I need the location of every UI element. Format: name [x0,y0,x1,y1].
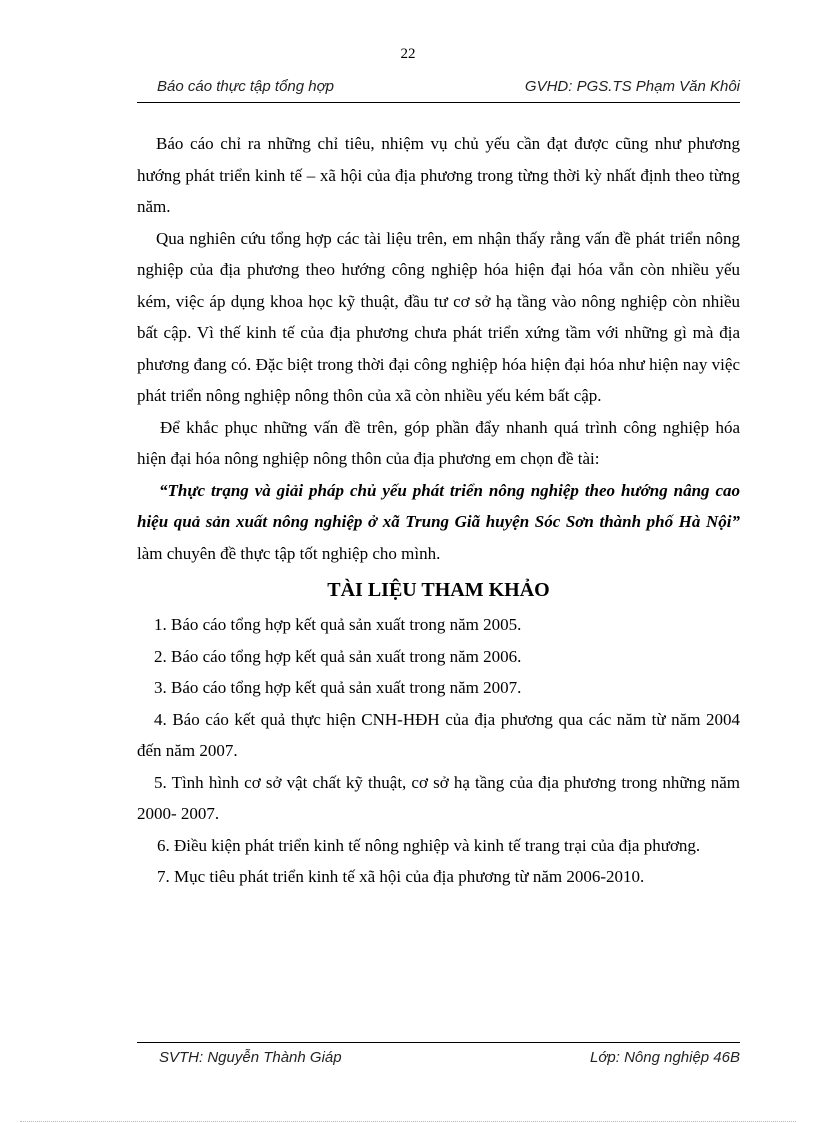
reference-item: 6. Điều kiện phát triển kinh tế nông nghiệp và kinh tế trang trại của địa phương. [157,835,701,855]
header-supervisor: GVHD: PGS.TS Phạm Văn Khôi [524,78,740,95]
footer-class: Lớp: Nông nghiệp 46B [589,1049,740,1066]
reference-item: 1. Báo cáo tổng hợp kết quả sản xuất trong năm 2005. [154,615,522,634]
reference-item: 7. Mục tiêu phát triển kinh tế xã hội của địa phương từ năm 2006-2010. [157,867,645,886]
page-footer [137,1042,740,1066]
reference-item: 5. Tình hình cơ sở vật chất kỹ thuật, cơ sở hạ tầng của địa phương trong những năm 2000- 2007. [137,772,740,823]
header-report-title: Báo cáo thực tập tổng hợp [157,78,335,95]
thesis-topic [137,475,740,570]
reference-item: 2. Báo cáo tổng hợp kết quả sản xuất trong năm 2006. [154,646,522,666]
thesis-topic-title: “Thực trạng và giải pháp chủ yếu phát triển nông nghiệp theo hướng nâng cao hiệu quả sản xuất nông nghiệp ở xã Trung Giã huyện Sóc Sơn thành phố Hà Nội” [137,480,740,531]
footer-student: SVTH: Nguyễn Thành Giáp [159,1049,342,1066]
paragraph-1: Báo cáo chỉ ra những chỉ tiêu, nhiệm vụ chủ yếu cần đạt được cũng như phương hướng phát triển kinh tế – xã hội của địa phương trong từng thời kỳ nhất định theo từng năm. [137,134,740,216]
paragraph-2: Qua nghiên cứu tổng hợp các tài liệu trên, em nhận thấy rằng vấn đề phát triển nông nghiệp của địa phương theo hướng công nghiệp hóa hiện đại hóa vẫn còn nhiều yếu kém, việc áp dụng khoa học kỹ thuật, đầu tư cơ sở hạ tầng vào nông nghiệp còn nhiều bất cập. Vì thế kinh tế của địa phương chưa phát triển xứng tầm với những gì mà địa phương đang có. Đặc biệt trong thời đại công nghiệp hóa hiện đại hóa như hiện nay việc phát triển nông nghiệp nông thôn của xã còn nhiều yếu kém bất cập. [137,228,740,405]
references-list [137,609,740,893]
page-number: 22 [400,46,416,62]
references-heading: TÀI LIỆU THAM KHẢO [327,579,550,601]
page-edge-divider [20,1121,796,1122]
document-body [137,128,740,893]
page-header [137,74,740,103]
thesis-topic-suffix: làm chuyên đề thực tập tốt nghiệp cho mình. [137,543,441,563]
paragraph-3: Để khắc phục những vấn đề trên, góp phần đẩy nhanh quá trình công nghiệp hóa hiện đại hóa nông nghiệp nông thôn của địa phương em chọn đề tài: [137,417,740,468]
reference-item: 3. Báo cáo tổng hợp kết quả sản xuất trong năm 2007. [154,678,522,697]
reference-item: 4. Báo cáo kết quả thực hiện CNH-HĐH của địa phương qua các năm từ năm 2004 đến năm 2007. [137,709,740,760]
